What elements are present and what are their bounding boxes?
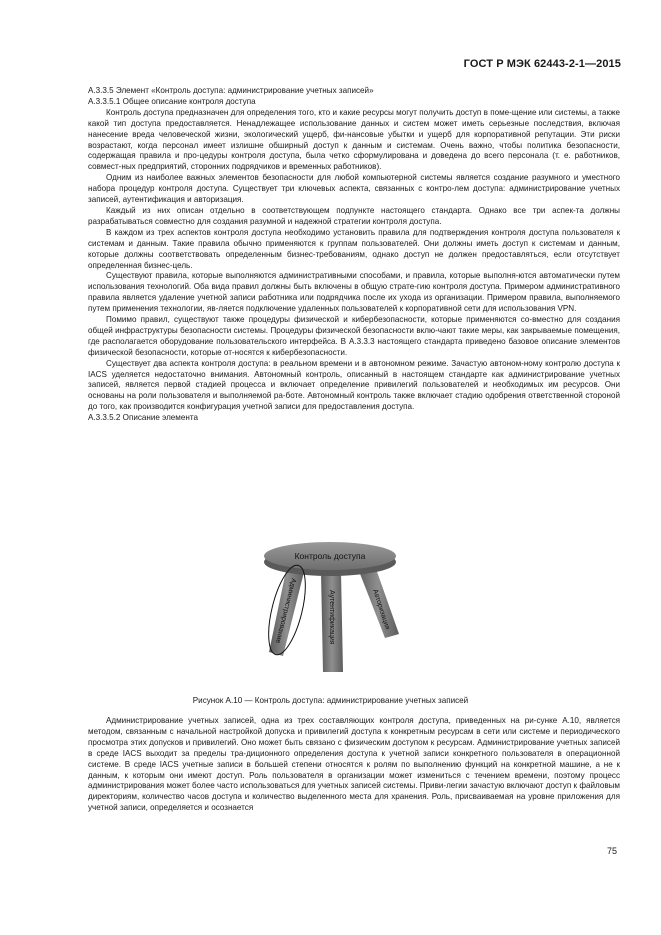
leg-right-label: Авторизация [371, 588, 391, 631]
document-header: ГОСТ Р МЭК 62443-2-1—2015 [463, 58, 621, 70]
subsection-heading: А.3.3.5.2 Описание элемента [88, 413, 198, 423]
figure-caption: Рисунок А.10 — Контроль доступа: администрирование учетных записей [192, 696, 469, 705]
stool-diagram [245, 528, 415, 698]
paragraph-list [88, 108, 620, 413]
page-number: 75 [606, 846, 617, 856]
seat-label: Контроль доступа [294, 551, 366, 561]
subsection-heading: А.3.3.5.1 Общее описание контроля доступа [88, 96, 256, 106]
paragraph: Одним из наиболее важных элементов безопасности для любой компьютерной системы является создание разумного и уместного набора процедур контроля доступа. Существует три ключевых аспекта, связанных с контро-лем доступа: администрирование учетных записей, аутентификация и авторизация. [88, 173, 620, 205]
paragraph: Существует два аспекта контроля доступа: в реальном времени и в автономном режиме. Зачастую автоном-ному контролю доступа к IACS уделяется недостаточно внимания. Автономный контроль, описанный в настоящем стандарте как администрирование учетных записей, является первой стадией процесса и включает определение привилегий пользователей и необходимых им ресурсов. Они основаны на роли пользователя и выполняемой ра-боте. Автономный контроль также включает стадию одобрения ответственной стороной до того, как производится конфигурация учетной записи для предоставления доступа. [88, 358, 620, 412]
section-heading: А.3.3.5 Элемент «Контроль доступа: администрирование учетных записей» [88, 86, 374, 95]
paragraph: Помимо правил, существуют также процедуры физической и кибербезопасности, которые применяются со-вместно для создания общей инфраструктуры безопасности системы. Процедуры физической безопасности вклю-чают такие меры, как закрываемые помещения, где располагается оборудование пользовательского интерфейса. В А.3.3.3 настоящего стандарта приведено базовое описание элементов физической безопасности, которые от-носятся к кибербезопасности. [88, 315, 620, 357]
leg-left-label: Администрирование [273, 577, 297, 644]
paragraph: Администрирование учетных записей, одна из трех составляющих контроля доступа, приведенных на ри-сунке А.10, является методом, связанным с начальной настройкой допуска и привилегий доступа к конкретным ресурсам в сети или системе и периодического просмотра этих допусков и привилегий. Оно может быть связано с физическим доступом к ресурсам. Администрирование учетных записей в среде IACS выходит за пределы тра-диционного определения доступа к учетной записи конкретного пользователя в операционной системе. В среде IACS учетные записи в большей степени относятся к ролям по выполнению функций на конкретной машине, а не к данным, к которым они имеют доступ. Роль пользователя в организации может измениться с течением времени, поэтому процесс администрирования может более часто использоваться для учетных записей системы. Приви-легии зачастую включают доступ к файловым директориям, количество часов доступа и количество выделенного места для хранения. Роль, присваиваемая на уровне приложения для учетной записи, определяется и осознается [88, 716, 620, 813]
paragraph: Каждый из них описан отдельно в соответствующем подпункте настоящего стандарта. Однако все три аспек-та должны разрабатываться совместно для создания разумной и надежной стратегии контроля доступа. [88, 205, 620, 226]
paragraph: Контроль доступа предназначен для определения того, кто и какие ресурсы могут получить доступ в поме-щение или системы, а также какой тип доступа предоставляется. Ненадлежащее использование данных и систем может иметь серьезные последствия, включая нанесение вреда человеческой жизни, экологический ущерб, фи-нансовые убытки и ущерб для корпоративной репутации. Эти риски возрастают, когда персонал имеет излишне обширный доступ к данным и системам. Очень важно, чтобы политика безопасности, содержащая правила и про-цедуры контроля доступа, была четко сформулирована и доведена до всего персонала (т. е. работников, совмест-ных предприятий, сторонних подрядчиков и временных работников). [88, 107, 620, 172]
leg-middle-label: Аутентификация [328, 590, 335, 645]
paragraph: Существуют правила, которые выполняются административными способами, и правила, которые выполня-ются автоматически путем использования технологий. Оба вида правил должны быть включены в общую страте-гию контроля доступа. Примером административного правила является удаление учетной записи работника или подрядчика после их ухода из организации. Примером правила, выполняемого путем применения технологии, яв-ляется подключение удаленных пользователей к корпоративной сети для использования VPN. [88, 271, 620, 314]
after-figure-text [88, 716, 620, 814]
paragraph: В каждом из трех аспектов контроля доступа необходимо установить правила для подтверждения контроля доступа пользователя к системам и данным. Такие правила обычно применяются к группам пользователей. Они должны иметь доступ к системам и данным, которые должны соответствовать определенным бизнес-требованиям, однако доступ не должен предоставляться, если отсутствует определенная бизнес-цель. [88, 227, 620, 270]
section-body [88, 86, 620, 424]
